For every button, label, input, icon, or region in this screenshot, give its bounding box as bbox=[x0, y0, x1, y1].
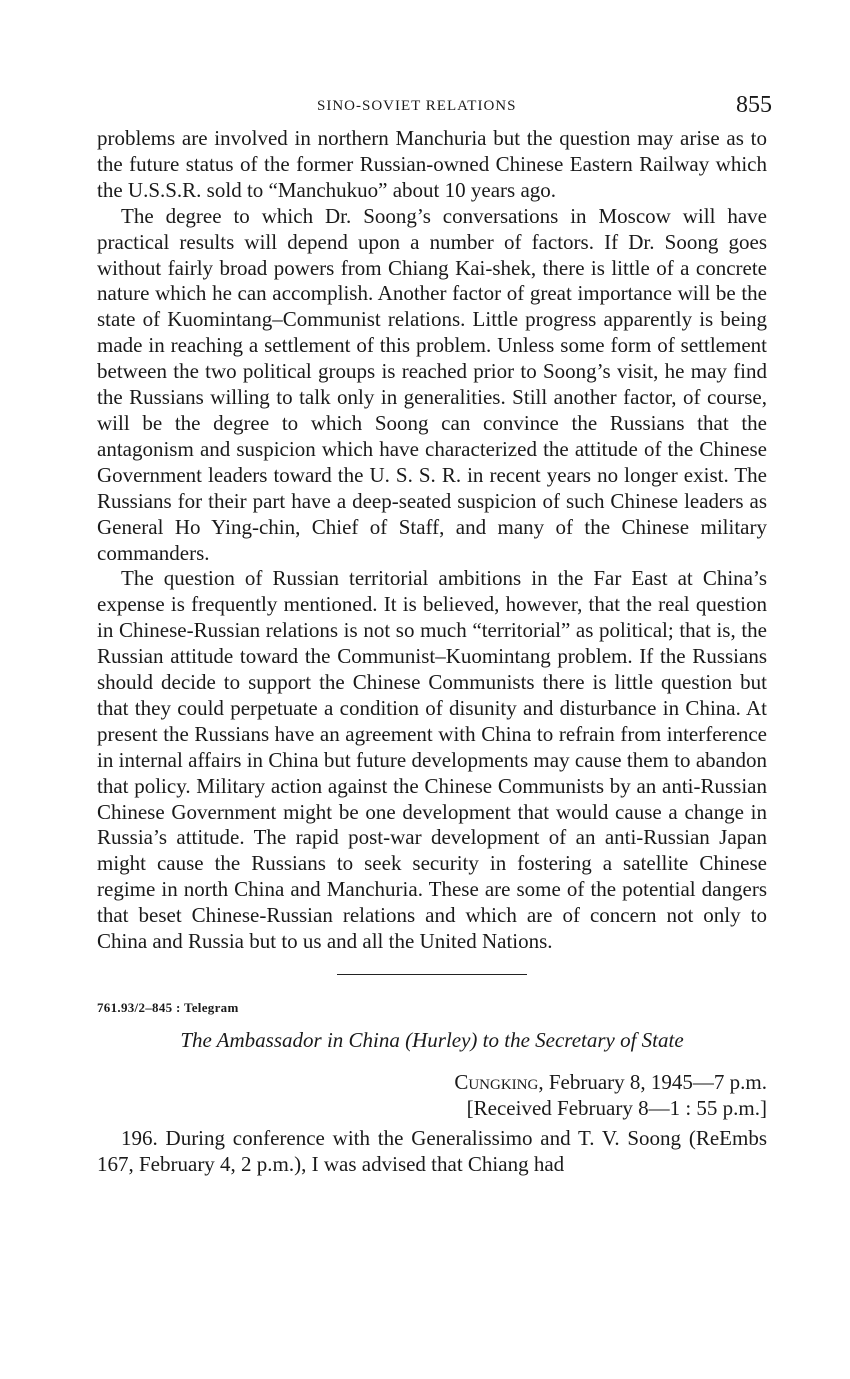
document-title: The Ambassador in China (Hurley) to the Secretary of State bbox=[180, 1028, 684, 1052]
running-title: SINO-SOVIET RELATIONS bbox=[317, 98, 517, 114]
telegram-text bbox=[97, 1125, 767, 1177]
paragraph-continued: problems are involved in northern Manchuria but the question may arise as to the future status of the former Russian-owned Chinese Eastern Railway which the U.S.S.R. sold to “Manchukuo” about 10 years ago. bbox=[97, 126, 767, 202]
document-page bbox=[97, 90, 772, 1177]
place-name: Cungking, bbox=[454, 1070, 544, 1094]
page-number: 855 bbox=[736, 92, 772, 118]
sent-line bbox=[97, 1069, 767, 1095]
paragraph: 196. During conference with the Generalissimo and T. V. Soong (ReEmbs 167, February 4, 2 p.m.), I was advised that Chiang had bbox=[97, 1126, 767, 1176]
paragraph: The question of Russian territorial ambitions in the Far East at China’s expense is frequently mentioned. It is believed, however, that the real question in Chinese-Russian relations is not so much “territorial” as political; that is, the Russian attitude toward the Communist–Kuomintang problem. If the Russians should decide to support the Chinese Communists there is little question but that they could perpetuate a condition of disunity and disturbance in China. At present the Russians have an agreement with China to refrain from interference in internal affairs in China but future developments may cause them to abandon that policy. Military action against the Chinese Communists by an anti-Russian Chinese Government might be one development that would cause a change in Russia’s attitude. The rapid post-war development of an anti-Russian Japan might cause the Russians to seek security in fostering a satellite Chinese regime in north China and Manchuria. These are some of the potential dangers that beset Chinese-Russian relations and which are of concern not only to China and Russia but to us and all the United Nations. bbox=[97, 566, 767, 954]
body-text bbox=[97, 126, 767, 955]
section-divider bbox=[337, 974, 527, 975]
dateline bbox=[97, 1069, 767, 1121]
running-header bbox=[97, 90, 772, 126]
date-sent: February 8, 1945—7 p.m. bbox=[543, 1070, 767, 1094]
paragraph: The degree to which Dr. Soong’s conversations in Moscow will have practical results will depend upon a number of factors. If Dr. Soong goes without fairly broad powers from Chiang Kai-shek, there is little of a concrete nature which he can accomplish. Another factor of great importance will be the state of Kuomintang–Communist relations. Little progress apparently is being made in reaching a settlement of this problem. Unless some form of settlement between the two political groups is reached prior to Soong’s visit, he may find the Russians willing to talk only in generalities. Still another factor, of course, will be the degree to which Soong can convince the Russians that the antagonism and suspicion which have characterized the attitude of the Chinese Government leaders toward the U. S. S. R. in recent years no longer exist. The Russians for their part have a deep-seated suspicion of such Chinese leaders as General Ho Ying-chin, Chief of Staff, and many of the Chinese military commanders. bbox=[97, 203, 767, 565]
file-reference: 761.93/2–845 : Telegram bbox=[97, 1000, 239, 1015]
received-line: [Received February 8—1 : 55 p.m.] bbox=[466, 1096, 767, 1120]
